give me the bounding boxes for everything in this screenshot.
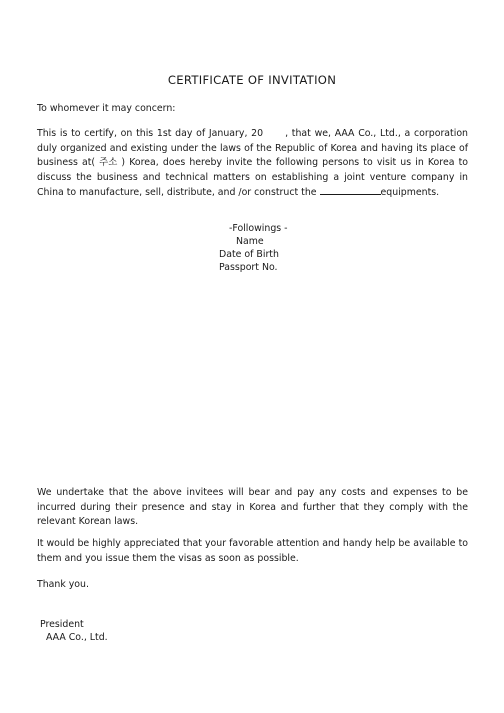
certification-text-a: This is to certify, on this 1st day of January, 20 <box>37 128 264 139</box>
followings-date-of-birth: Date of Birth <box>219 249 279 260</box>
appreciation-paragraph: It would be highly appreciated that your favorable attention and handy help be available to them and you issue them the visas as soon as possible. <box>37 538 468 564</box>
certification-text-b: , that we, AAA Co., Ltd., a corporation duly organized and existing under the laws of the Republic of Korea and having its place of business at( 주소 ) Korea, does hereby invite the following persons to visit us in Korea to discuss the business and technical matters on establishing a joint venture company in China to manufacture, sell, distribute, and /or construct the <box>37 128 468 199</box>
followings-passport: Passport No. <box>219 262 278 273</box>
closing-text: Thank you. <box>37 579 89 590</box>
certification-text-c: equipments. <box>380 187 440 199</box>
followings-heading: -Followings - <box>229 223 288 234</box>
certification-paragraph <box>37 127 468 201</box>
signature-company: AAA Co., Ltd. <box>46 632 108 643</box>
followings-name: Name <box>236 236 264 247</box>
equipment-blank-line <box>320 185 381 195</box>
undertaking-paragraph: We undertake that the above invitees will bear and pay any costs and expenses to be incurred during their presence and stay in Korea and further that they comply with the relevant Korean laws. <box>37 487 468 528</box>
document-title: CERTIFICATE OF INVITATION <box>167 73 337 87</box>
salutation: To whomever it may concern: <box>37 103 176 114</box>
signature-title: President <box>40 619 84 630</box>
